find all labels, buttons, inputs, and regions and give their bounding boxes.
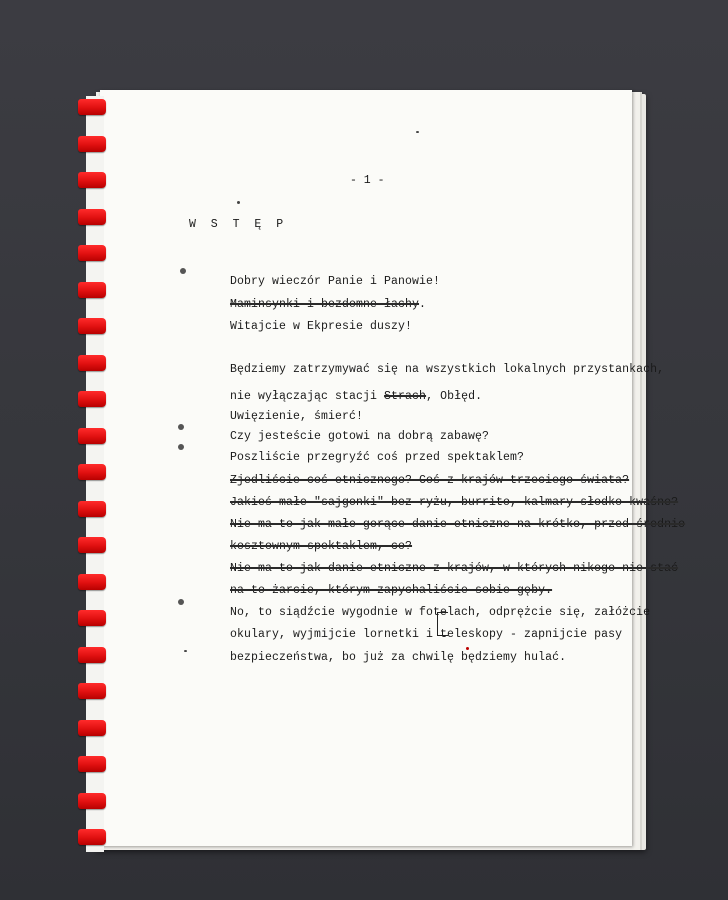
struck-text: Nie ma to jak danie etniczne z krajów, w których nikogo nie stać — [230, 562, 679, 575]
text-line — [188, 307, 412, 346]
struck-text: Maminsynki i bezdomne łachy — [230, 298, 420, 311]
binding-ring — [78, 209, 106, 225]
binding-ring — [78, 136, 106, 152]
binding-ring — [78, 574, 106, 590]
margin-bullet-mark — [178, 599, 184, 605]
handwritten-bracket-mark — [437, 612, 448, 636]
page-number: - 1 - — [350, 174, 385, 187]
line-text: nie wyłączając stacji — [230, 390, 385, 403]
line-text: Witajcie w Ekpresie duszy! — [230, 320, 413, 333]
binding-ring — [78, 720, 106, 736]
struck-text: Strach — [384, 390, 427, 403]
ink-speck — [416, 131, 419, 133]
line-text: Dobry wieczór Panie i Panowie! — [230, 275, 441, 288]
binding-ring — [78, 355, 106, 371]
binding-ring — [78, 537, 106, 553]
ink-speck — [184, 650, 187, 652]
binding-ring — [78, 793, 106, 809]
binding-ring — [78, 647, 106, 663]
line-text: okulary, wyjmijcie lornetki i teleskopy - zapnijcie pasy — [230, 628, 623, 641]
struck-text: Zjedliście coś etnicznego? Coś z krajów trzeciego świata? — [230, 474, 630, 487]
binding-ring — [78, 245, 106, 261]
binding-ring — [78, 318, 106, 334]
binding-ring — [78, 501, 106, 517]
binding-ring — [78, 464, 106, 480]
binding-ring — [78, 391, 106, 407]
binding-ring — [78, 99, 106, 115]
binding-ring — [78, 683, 106, 699]
binding-ring — [78, 829, 106, 845]
margin-bullet-mark — [178, 424, 184, 430]
ink-speck — [237, 201, 240, 204]
binding-ring — [78, 282, 106, 298]
line-text: Uwięzienie, śmierć! — [230, 410, 364, 423]
binding-ring — [78, 756, 106, 772]
line-suffix: , Obłęd. — [426, 390, 483, 403]
line-text: No, to siądźcie wygodnie w fotelach, odprężcie się, załóżcie — [230, 606, 651, 619]
struck-text: kosztownym spektaklem, co? — [230, 540, 413, 553]
line-text: Poszliście przegryźć coś przed spektaklem? — [230, 451, 525, 464]
ink-speck — [466, 647, 469, 650]
section-heading: W S T Ę P — [189, 218, 288, 231]
binding-ring — [78, 428, 106, 444]
binding-ring — [78, 610, 106, 626]
line-suffix: . — [419, 298, 427, 311]
line-text: Będziemy zatrzymywać się na wszystkich lokalnych przystankach, — [230, 363, 665, 376]
binding-ring — [78, 172, 106, 188]
margin-bullet-mark — [178, 444, 184, 450]
text-line — [188, 638, 566, 677]
struck-text: Nie ma to jak małe gorące danie etniczne na krótko, przed średnio — [230, 518, 686, 531]
line-text: bezpieczeństwa, bo już za chwilę będziemy hulać. — [230, 651, 567, 664]
margin-bullet-mark — [180, 268, 186, 274]
line-text: Czy jesteście gotowi na dobrą zabawę? — [230, 430, 490, 443]
struck-text: Jakieś małe "sajgonki" bez ryżu, burrito, kalmary słodko-kwaśne? — [230, 496, 679, 509]
struck-text: na to żarcie, którym zapychaliście sobie gęby. — [230, 584, 553, 597]
